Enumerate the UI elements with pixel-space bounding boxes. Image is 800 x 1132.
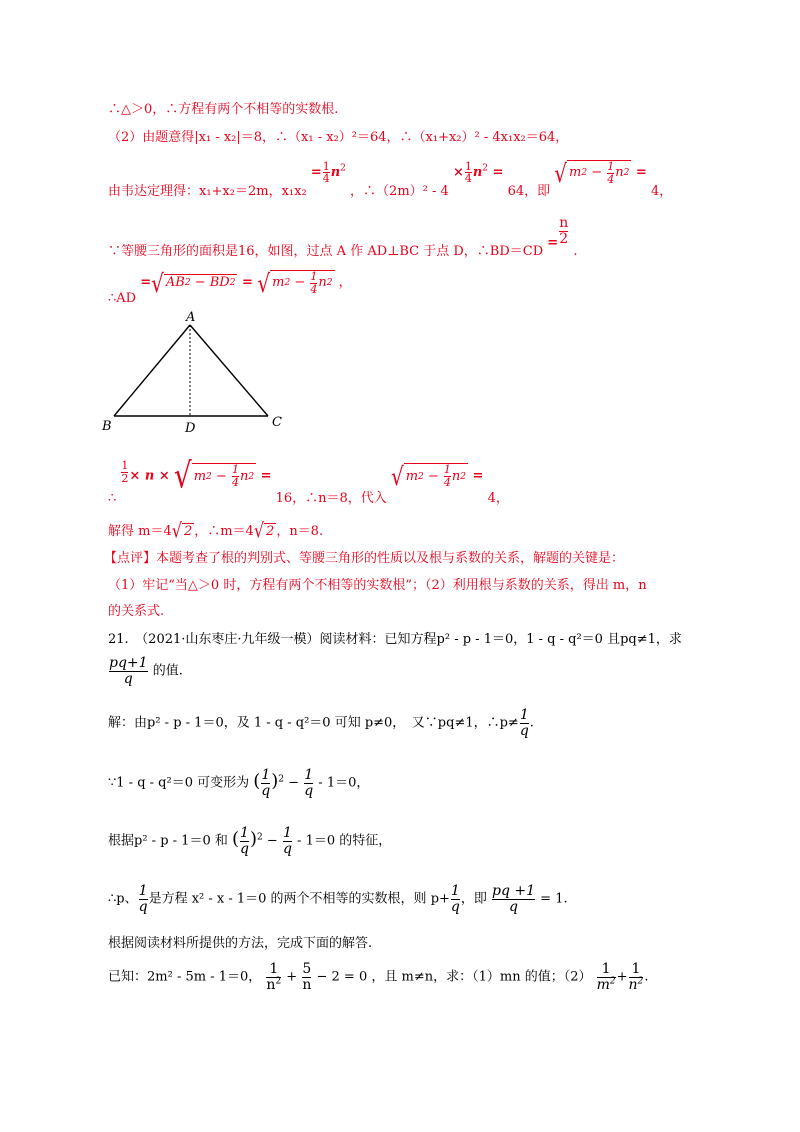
step-2: ∵1 - q - q²＝0 可变形为 ( $\frac{1}{q}$ )$^2$ − $\frac{1}{q}$ - 1＝0， bbox=[108, 767, 370, 799]
vertex-label-d: D bbox=[185, 421, 196, 436]
step-4-end: . bbox=[563, 891, 568, 907]
result-text-3: ，n＝8. bbox=[276, 523, 324, 539]
step-1-text: 解：由p² - p - 1＝0，及 1 - q - q²＝0 可知 p≠0， 又∵pq≠1，∴p≠ bbox=[108, 715, 519, 731]
fraction-denominator: q bbox=[123, 670, 133, 687]
area-text: ∵等腰三角形的面积是16，如图，过点 A 作 AD⊥BC 于点 D，∴BD＝CD bbox=[108, 243, 544, 259]
step-2-end: - 1＝0， bbox=[314, 775, 370, 791]
solution-line-2: （2）由题意得|x₁ - x₂|＝8，∴（x₁ - x₂）²＝64，∴（x₁+x₂）² - 4x₁x₂＝64， bbox=[108, 130, 569, 145]
formula-times-quarter: × $\frac{1}{4}$ $n^2$ = bbox=[452, 159, 504, 186]
comment-line-2: （1）牢记“当△＞0 时，方程有两个不相等的实数根”；（2）利用根与系数的关系，得出 m，n bbox=[108, 578, 647, 593]
vertex-label-a: A bbox=[186, 310, 196, 325]
triangle-figure bbox=[100, 308, 300, 438]
area-equation-end: 4， bbox=[487, 490, 509, 506]
vieta-continue: ，∴（2m）² - 4 bbox=[350, 184, 449, 200]
solution-line-6: ∴ $\frac{1}{2}$ × n × √ m 2 − 1 4 n 2 = 16，∴n＝8，代入 √ m 2 − 1 4 n 2 = 4， bbox=[108, 454, 509, 506]
step-6-text-b: ，且 m≠n，求：（1）mn 的值；（2） bbox=[371, 969, 592, 985]
step-4: ∴p、 $\frac{1}{q}$ 是方程 x² - x - 1＝0 的两个不相等的实数根，则 p+ $\frac{1}{q}$ ，即 $\frac{pq +1}{q}$ = 1. bbox=[108, 883, 568, 915]
formula-sqrt: √ m 2 − 1 4 n 2 bbox=[554, 157, 630, 188]
vieta-text: 由韦达定理得：x₁+x₂＝2m，x₁x₂ bbox=[108, 184, 307, 200]
step-1: 解：由p² - p - 1＝0，及 1 - q - q²＝0 可知 p≠0， 又∵pq≠1，∴p≠ $\frac{1}{q}$ . bbox=[108, 707, 534, 739]
area-end: . bbox=[573, 243, 578, 259]
step-3: 根据p² - p - 1＝0 和 ( $\frac{1}{q}$ )$^2$ − $\frac{1}{q}$ - 1＝0 的特征， bbox=[108, 825, 392, 857]
step-3-end: - 1＝0 的特征， bbox=[292, 833, 392, 849]
comment-line-1 bbox=[104, 551, 624, 567]
solution-line-5: ∴AD = √ AB 2 − BD 2 = √ m 2 − 1 4 n 2 ， bbox=[108, 267, 352, 307]
q21-line-2 bbox=[108, 656, 183, 686]
ad-text: ∴AD bbox=[108, 291, 137, 307]
step-4-text-c: ，即 bbox=[460, 891, 487, 907]
vieta-end: 4， bbox=[650, 184, 673, 200]
step-5: 根据阅读材料所提供的方法，完成下面的解答. bbox=[108, 936, 373, 951]
step-1-end: . bbox=[529, 715, 534, 731]
step-3-text: 根据p² - p - 1＝0 和 bbox=[108, 833, 228, 849]
therefore-symbol: ∴ bbox=[108, 490, 117, 506]
q21-fraction bbox=[109, 656, 148, 686]
solution-line-3: 由韦达定理得：x₁+x₂＝2m，x₁x₂ = $\frac{1}{4}$ $n^2$ ，∴（2m）² - 4 × $\frac{1}{4}$ $n^2 = 64$，即 √ m 2 − 1 4 n 2 = 4， bbox=[108, 157, 673, 200]
result-text-2: ，∴m＝4 bbox=[194, 523, 254, 539]
step-6: 已知：2m² - 5m - 1＝0， $\frac{1}{n^2}$ + $\frac{5}{n}$ − 2 = 0 ，且 m≠n，求：（1）mn 的值；（2） $\frac{1}{m^2}$ + $\frac{1}{n^2}$ . bbox=[108, 961, 649, 993]
solution-line-7: 解得 m＝4 √ 2 ，∴m＝4 √ 2 ，n＝8. bbox=[108, 518, 324, 543]
step-4-text-b: 是方程 x² - x - 1＝0 的两个不相等的实数根，则 p+ bbox=[148, 891, 450, 907]
step-2-text: ∵1 - q - q²＝0 可变形为 bbox=[108, 775, 250, 791]
ad-end: ， bbox=[338, 275, 352, 291]
formula-quarter-n2: = $\frac{1}{4}$ $n^2$ bbox=[310, 159, 346, 186]
solution-line-4: ∵等腰三角形的面积是16，如图，过点 A 作 AD⊥BC 于点 D，∴BD＝CD = $\frac{n}{2}$ . bbox=[108, 215, 578, 259]
result-text-1: 解得 m＝4 bbox=[108, 523, 172, 539]
vieta-value: 64，即 bbox=[507, 184, 551, 200]
comment-tag: 【点评】 bbox=[104, 551, 157, 566]
step-6-end: . bbox=[644, 969, 649, 985]
area-equation-text: 16，∴n＝8，代入 bbox=[275, 490, 387, 506]
comment-text-1: 本题考查了根的判别式、等腰三角形的性质以及根与系数的关系，解题的关键是： bbox=[156, 551, 625, 566]
vertex-label-b: B bbox=[102, 419, 112, 434]
q21-value-text: 的值. bbox=[152, 663, 183, 679]
solution-line-1: ∴△＞0，∴方程有两个不相等的实数根. bbox=[108, 102, 339, 117]
fraction-numerator: pq+1 bbox=[109, 655, 148, 671]
vertex-label-c: C bbox=[272, 415, 282, 430]
q21-line-1: 21. （2021·山东枣庄·九年级一模）阅读材料：已知方程p² - p - 1＝0，1 - q - q²＝0 且pq≠1，求 bbox=[108, 632, 682, 647]
step-6-text-a: 已知：2m² - 5m - 1＝0， bbox=[108, 969, 262, 985]
step-4-text-a: ∴p、 bbox=[108, 891, 138, 907]
comment-line-3: 的关系式. bbox=[108, 604, 165, 619]
